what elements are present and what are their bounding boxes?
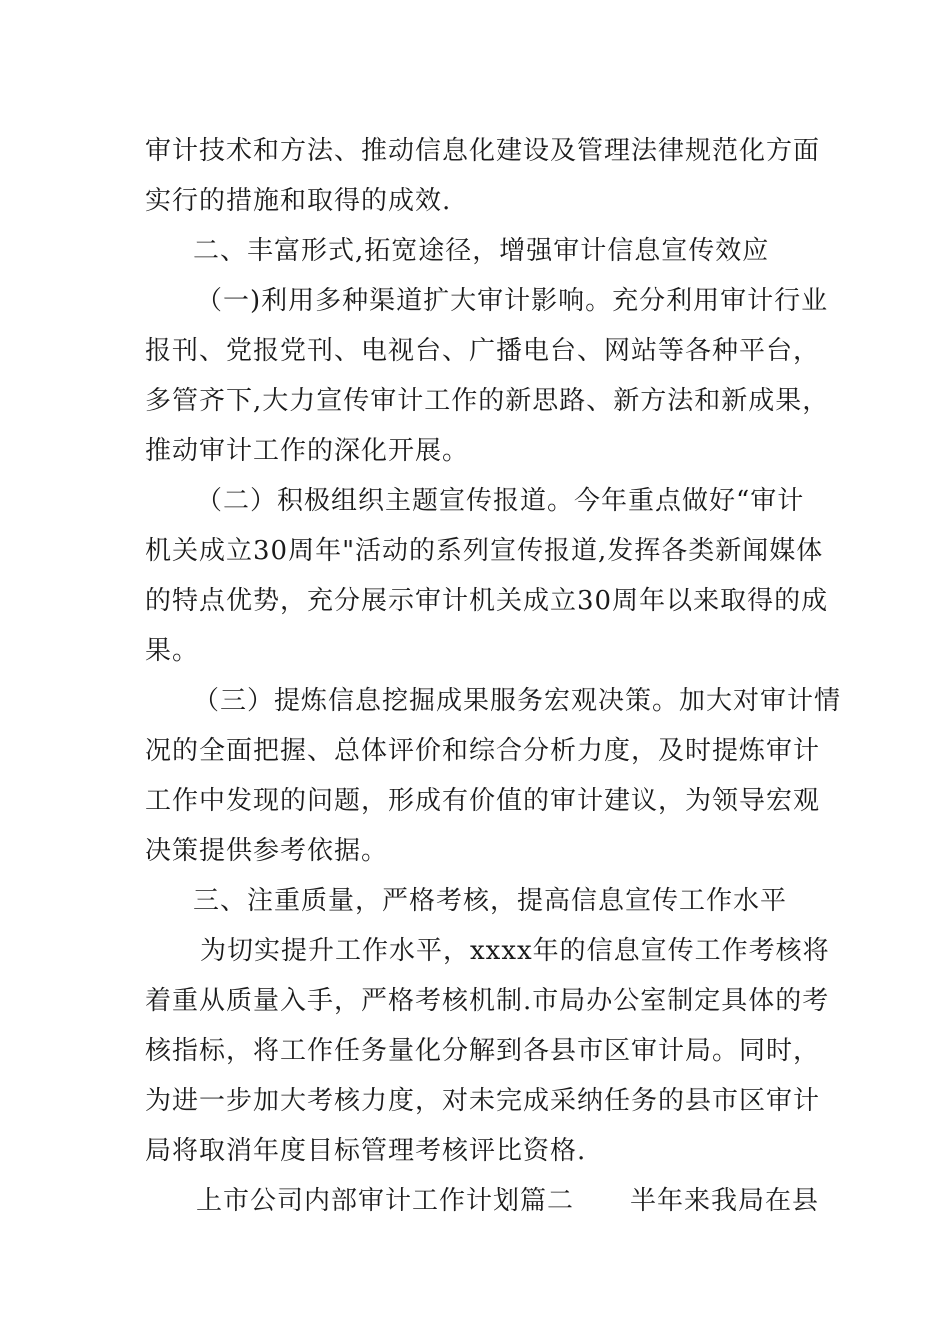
paragraph-line: 的特点优势，充分展示审计机关成立30周年以来取得的成 (145, 586, 829, 616)
paragraph-line: 机关成立30周年"活动的系列宣传报道,发挥各类新闻媒体 (145, 536, 824, 566)
paragraph-line: 为进一步加大考核力度，对未完成采纳任务的县市区审计 (145, 1086, 821, 1116)
paragraph-start: 半年来我局在县 (630, 1186, 820, 1216)
paragraph-line: 果。 (145, 636, 200, 666)
paragraph-line: 为切实提升工作水平，xxxx年的信息宣传工作考核将 (200, 936, 830, 966)
paragraph-line: 核指标，将工作任务量化分解到各县市区审计局。同时， (145, 1036, 821, 1066)
paragraph-line: 审计技术和方法、推动信息化建设及管理法律规范化方面 (145, 136, 821, 166)
paragraph-line: 决策提供参考依据。 (145, 836, 389, 866)
section-heading: 二、丰富形式,拓宽途径，增强审计信息宣传效应 (193, 236, 770, 266)
paragraph-line: 多管齐下,大力宣传审计工作的新思路、新方法和新成果， (145, 386, 830, 416)
paragraph-line: 推动审计工作的深化开展。 (145, 436, 470, 466)
paragraph-line: 报刊、党报党刊、电视台、广播电台、网站等各种平台， (145, 336, 821, 366)
paragraph-line: 着重从质量入手，严格考核机制.市局办公室制定具体的考 (145, 986, 830, 1016)
paragraph-line: 实行的措施和取得的成效. (145, 186, 452, 216)
section-title-line (196, 1185, 819, 1217)
section-title: 上市公司内部审计工作计划篇二 (196, 1186, 575, 1216)
paragraph-line: 工作中发现的问题，形成有价值的审计建议，为领导宏观 (145, 786, 821, 816)
paragraph-line: （二）积极组织主题宣传报道。今年重点做好“审计 (196, 486, 805, 516)
section-heading: 三、注重质量，严格考核，提高信息宣传工作水平 (193, 886, 788, 916)
paragraph-line: 况的全面把握、总体评价和综合分析力度，及时提炼审计 (145, 736, 821, 766)
paragraph-line: （三）提炼信息挖掘成果服务宏观决策。加大对审计情 (193, 686, 842, 716)
paragraph-line: （一)利用多种渠道扩大审计影响。充分利用审计行业 (196, 286, 829, 316)
paragraph-line: 局将取消年度目标管理考核评比资格. (145, 1136, 587, 1166)
